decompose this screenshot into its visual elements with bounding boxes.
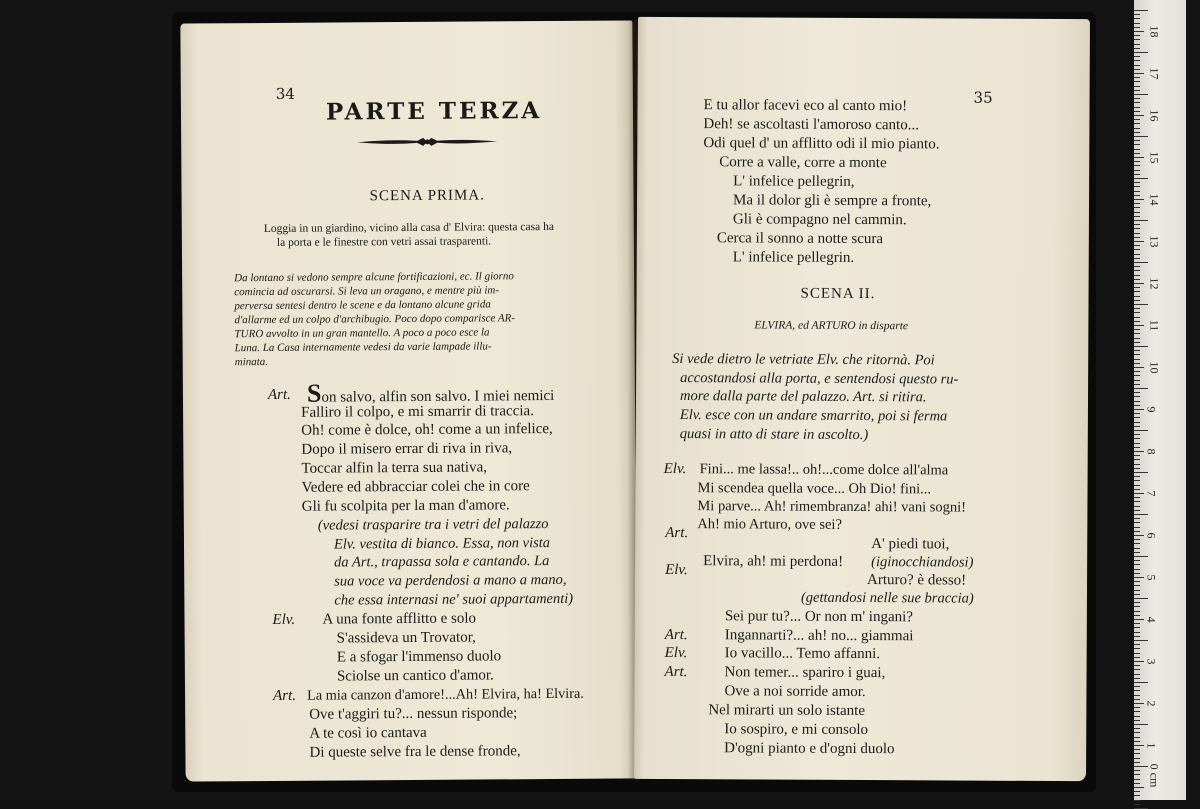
ruler-tick	[1134, 543, 1140, 544]
ruler-tick	[1134, 140, 1140, 141]
ruler-tick	[1134, 699, 1140, 700]
speaker-label: Art.	[273, 687, 297, 704]
act-title: PARTE TERZA	[325, 97, 543, 126]
ruler-tick	[1134, 430, 1148, 431]
ruler-tick	[1134, 262, 1148, 263]
ruler-tick	[1134, 245, 1140, 246]
verse-line: La mia canzon d'amore!...Ah! Elvira, ha! Elvira.	[306, 685, 584, 704]
ruler-number: 7	[1144, 490, 1159, 497]
ruler-number: 16	[1147, 109, 1162, 122]
ruler-tick	[1134, 317, 1140, 318]
ruler-tick	[1134, 132, 1140, 133]
ruler-tick	[1134, 602, 1140, 603]
ruler-tick	[1134, 497, 1140, 498]
ruler-number: 12	[1147, 277, 1162, 290]
ruler-tick	[1134, 548, 1140, 549]
ruler-tick	[1134, 359, 1140, 360]
ruler-tick	[1134, 711, 1140, 712]
ruler-tick	[1134, 737, 1140, 738]
speaker-label: Art.	[665, 524, 689, 542]
ruler-number: 2	[1144, 700, 1159, 707]
ruler-tick	[1134, 186, 1140, 187]
speaker-label: Art.	[664, 626, 688, 644]
ruler-tick	[1134, 39, 1140, 40]
ruler-tick	[1134, 90, 1140, 91]
setting-line-1: Loggia in un giardino, vicino alla casa d' Elvira: questa casa ha	[263, 220, 554, 236]
ruler-tick	[1134, 527, 1140, 528]
ruler-tick	[1134, 459, 1140, 460]
ruler-tick	[1134, 31, 1144, 32]
ruler-tick	[1134, 266, 1140, 267]
speaker-label: Elv.	[664, 644, 688, 662]
ruler-tick	[1134, 695, 1140, 696]
ruler-tick	[1134, 216, 1140, 217]
ruler-tick	[1134, 531, 1140, 532]
ruler-tick	[1134, 745, 1144, 746]
ruler-tick	[1134, 86, 1140, 87]
ruler-tick	[1134, 107, 1140, 108]
ruler-tick	[1134, 27, 1140, 28]
ruler-tick	[1134, 10, 1148, 11]
ruler-number: 14	[1147, 193, 1162, 206]
ruler-tick	[1134, 367, 1144, 368]
ruler-tick	[1134, 611, 1140, 612]
ruler-tick	[1134, 703, 1144, 704]
verse-line: Nel mirarti un solo istante	[708, 702, 866, 720]
verse-line: Falliro il colpo, e mi smarrir di traccia.	[301, 403, 534, 421]
ruler-unit-label: 0 cm	[1147, 763, 1162, 788]
ruler-tick	[1134, 77, 1140, 78]
ruler-number: 1	[1144, 742, 1159, 749]
verse-line: Ma il dolor gli è sempre a fronte,	[732, 192, 932, 210]
ruler-tick	[1134, 170, 1140, 171]
ruler-tick	[1134, 552, 1140, 553]
ruler-tick	[1134, 65, 1140, 66]
ruler-tick	[1134, 665, 1140, 666]
ruler-tick	[1134, 270, 1140, 271]
ruler-tick	[1134, 291, 1140, 292]
verse-line: Fini... me lassa!.. oh!...come dolce all'alma	[699, 461, 949, 479]
ruler-tick	[1134, 14, 1140, 15]
ruler-tick	[1134, 212, 1140, 213]
stage-direction: da Art., trapassa sola e cantando. La	[334, 553, 550, 571]
ruler-number: 5	[1144, 574, 1159, 581]
ruler-number: 10	[1147, 361, 1162, 374]
verse-line: Elvira, ah! mi perdona!	[703, 553, 844, 570]
direction-line: minata.	[234, 355, 269, 369]
ruler-tick	[1134, 228, 1140, 229]
ruler-tick	[1134, 728, 1140, 729]
ruler-tick	[1134, 648, 1140, 649]
ruler-tick	[1134, 119, 1140, 120]
ruler-tick	[1134, 102, 1140, 103]
ruler-tick	[1134, 380, 1140, 381]
ruler-number: 18	[1147, 25, 1162, 38]
ruler-tick	[1134, 762, 1140, 763]
ruler-tick	[1134, 409, 1144, 410]
ruler-tick	[1134, 594, 1140, 595]
verse-line: D'ogni pianto e d'ogni duolo	[724, 740, 895, 758]
ruler-tick	[1134, 770, 1140, 771]
ruler-tick	[1134, 640, 1148, 641]
ruler-tick	[1134, 434, 1140, 435]
ruler-tick	[1134, 233, 1140, 234]
ruler-tick	[1134, 203, 1140, 204]
ruler-tick	[1134, 207, 1140, 208]
direction-line: Luna. La Casa internamente vedesi da varie lampade illu-	[234, 340, 492, 355]
verse-line: Io sospiro, e mi consolo	[724, 721, 869, 739]
ruler-number: 13	[1147, 235, 1162, 248]
ruler-tick	[1134, 69, 1140, 70]
ruler-tick	[1134, 795, 1140, 796]
ruler-tick	[1134, 720, 1140, 721]
ruler-tick	[1134, 577, 1144, 578]
ruler-tick	[1134, 224, 1140, 225]
ruler-number: 3	[1144, 658, 1159, 665]
verse-line: Cerca il sonno a notte scura	[716, 230, 884, 248]
ruler-tick	[1134, 674, 1140, 675]
ruler-tick	[1134, 237, 1140, 238]
ruler-tick	[1134, 485, 1140, 486]
ruler-tick	[1134, 308, 1140, 309]
ruler-tick	[1134, 342, 1140, 343]
verse-line: Gli fu scolpita per la man d'amore.	[301, 497, 510, 515]
ruler-tick	[1134, 199, 1144, 200]
ruler-tick	[1134, 787, 1144, 788]
ruler-tick	[1134, 644, 1140, 645]
ruler-tick	[1134, 48, 1140, 49]
verse-line: Sei pur tu?... Or non m' ingani?	[724, 608, 913, 626]
verse-line: Vedere ed abbracciar colei che in core	[301, 478, 530, 496]
ruler-tick	[1134, 321, 1140, 322]
ruler-tick	[1134, 182, 1140, 183]
ruler-tick	[1134, 35, 1140, 36]
direction-line: perversa sentesi dentro le scene e da lontano alcune grida	[234, 298, 491, 313]
ruler-number: 8	[1144, 448, 1159, 455]
verse-line: Gli è compagno nel cammin.	[732, 211, 907, 229]
ruler-tick	[1134, 779, 1140, 780]
ruler-tick	[1134, 136, 1148, 137]
verse-line: Arturo? è desso!	[867, 572, 967, 589]
ruler-tick	[1134, 371, 1140, 372]
ruler-tick	[1134, 312, 1140, 313]
ruler-tick	[1134, 123, 1140, 124]
ruler-tick	[1134, 329, 1140, 330]
ruler-tick	[1134, 518, 1140, 519]
ruler-tick	[1134, 468, 1140, 469]
ruler-tick	[1134, 254, 1140, 255]
ruler-tick	[1134, 287, 1140, 288]
verse-line: Mi scendea quella voce... Oh Dio! fini...	[697, 480, 932, 498]
ruler-tick	[1134, 94, 1148, 95]
ruler-tick	[1134, 422, 1140, 423]
ruler-tick	[1134, 98, 1140, 99]
verse-line: Io vacillo... Temo affanni.	[724, 645, 881, 663]
ruler-tick	[1134, 346, 1148, 347]
ruler-tick	[1134, 73, 1144, 74]
ruler-tick	[1134, 275, 1140, 276]
ruler-tick	[1134, 111, 1140, 112]
ruler-tick	[1134, 443, 1140, 444]
stage-direction: che essa internasi ne' suoi appartamenti)	[334, 590, 574, 609]
ruler-tick	[1134, 195, 1140, 196]
ruler-tick	[1134, 392, 1140, 393]
ruler-tick	[1134, 401, 1140, 402]
verse-line: L' infelice pellegrin.	[732, 249, 855, 266]
ruler-tick	[1134, 783, 1140, 784]
ruler-tick	[1134, 569, 1140, 570]
stage-direction: (iginocchiandosi)	[871, 554, 974, 571]
verse-line: Dopo il misero errar di riva in riva,	[301, 440, 513, 458]
ruler-tick	[1134, 501, 1140, 502]
ruler-tick	[1134, 489, 1140, 490]
ruler-tick	[1134, 56, 1140, 57]
ruler-tick	[1134, 636, 1140, 637]
ruler-tick	[1134, 682, 1148, 683]
ruler-number: 17	[1147, 67, 1162, 80]
ruler-tick	[1134, 413, 1140, 414]
ruler-tick	[1134, 661, 1144, 662]
direction-line: accostandosi alla porta, e sentendosi questo ru-	[680, 370, 959, 388]
ruler-tick	[1134, 60, 1140, 61]
ruler-tick	[1134, 451, 1144, 452]
verse-line: Sciolse un cantico d'amor.	[336, 667, 494, 685]
ruler-number: 6	[1144, 532, 1159, 539]
ruler-tick	[1134, 338, 1140, 339]
ruler-number: 11	[1147, 319, 1162, 332]
ruler-tick	[1134, 573, 1140, 574]
ruler-tick	[1134, 657, 1140, 658]
ruler-tick	[1134, 23, 1140, 24]
ruler-tick	[1134, 354, 1140, 355]
ruler-tick	[1134, 732, 1140, 733]
verse-line: Mi parve... Ah! rimembranza! ahi! vani sogni!	[697, 498, 967, 516]
verse-line: Odi quel d' un afflitto odi il mio pianto.	[703, 135, 940, 153]
stage-direction: Elv. vestita di bianco. Essa, non vista	[333, 535, 551, 553]
verse-line: A' piedi tuoi,	[871, 536, 950, 553]
ruler-tick	[1134, 304, 1148, 305]
ruler-tick	[1134, 506, 1140, 507]
verse-line: E a sfogar l'immenso duolo	[336, 648, 502, 666]
ruler-tick	[1134, 191, 1140, 192]
ruler-tick	[1134, 115, 1144, 116]
direction-line: TURO avvolto in un gran mantello. A poco a poco esce la	[234, 326, 490, 341]
ruler-tick	[1134, 405, 1140, 406]
ruler-number: 9	[1144, 406, 1159, 413]
ruler-tick	[1134, 296, 1140, 297]
ruler-tick	[1134, 388, 1148, 389]
ruler-tick	[1134, 678, 1140, 679]
scene-title-left: SCENA PRIMA.	[369, 187, 485, 205]
speaker-label: Art.	[664, 663, 688, 681]
ruler-tick	[1134, 556, 1148, 557]
ruler-tick	[1134, 581, 1140, 582]
direction-line: Elv. esce con un andare smarrito, poi si ferma	[679, 407, 948, 425]
verse-line: L' infelice pellegrin,	[733, 173, 855, 190]
ruler-tick	[1134, 632, 1140, 633]
verse-line: Ove a noi sorride amor.	[724, 683, 866, 701]
left-page-number: 34	[275, 84, 296, 103]
verse-line: Non temer... spariro i guai,	[724, 664, 886, 682]
right-page	[634, 17, 1090, 781]
direction-line: d'allarme ed un colpo d'archibugio. Poco dopo comparisce AR-	[234, 312, 516, 327]
ruler-number: 4	[1144, 616, 1159, 623]
ruler-tick	[1134, 522, 1140, 523]
ruler-tick	[1134, 758, 1140, 759]
stage-direction: (gettandosi nelle sue braccia)	[800, 589, 974, 607]
ruler-tick	[1134, 480, 1140, 481]
ruler-tick	[1134, 476, 1140, 477]
ruler-tick	[1134, 619, 1144, 620]
ruler-tick	[1134, 791, 1140, 792]
direction-line: Da lontano si vedono sempre alcune fortificazioni, ec. Il giorno	[234, 270, 514, 285]
ruler-tick	[1134, 18, 1140, 19]
ruler-tick	[1134, 384, 1140, 385]
drop-cap: S	[306, 378, 322, 408]
verse-line: Ingannarti?... ah! no... giammai	[724, 627, 914, 645]
stage-direction: sua voce va perdendosi a mano a mano,	[334, 571, 567, 590]
ruler-tick	[1134, 258, 1140, 259]
verse-line: Oh! come è dolce, oh! come a un infelice,	[301, 420, 553, 439]
ruler-tick	[1134, 707, 1140, 708]
ruler-tick	[1134, 300, 1140, 301]
stage-direction: (vedesi trasparire tra i vetri del palazzo	[317, 516, 549, 534]
ruler-tick	[1134, 350, 1140, 351]
ruler-tick	[1134, 455, 1140, 456]
ruler-tick	[1134, 514, 1148, 515]
ruler-tick	[1134, 653, 1140, 654]
ruler-tick	[1134, 627, 1140, 628]
ruler-tick	[1134, 417, 1140, 418]
ruler-tick	[1134, 669, 1140, 670]
verse-line: Toccar alfin la terra sua nativa,	[301, 459, 488, 477]
speaker-label: Elv.	[272, 611, 296, 628]
ruler-tick	[1134, 690, 1140, 691]
ruler-tick	[1134, 283, 1144, 284]
ruler-tick	[1134, 774, 1140, 775]
ruler-tick	[1134, 178, 1148, 179]
ruler-tick	[1134, 564, 1140, 565]
ruler-tick	[1134, 464, 1140, 465]
ruler-tick	[1134, 375, 1140, 376]
direction-line: comincia ad oscurarsi. Si leva un oragano, e mentre più im-	[234, 284, 500, 299]
ruler-tick	[1134, 749, 1140, 750]
left-page	[180, 20, 637, 781]
ruler-tick	[1134, 249, 1140, 250]
ruler-tick	[1134, 157, 1144, 158]
ruler-tick	[1134, 325, 1144, 326]
ruler-tick	[1134, 510, 1140, 511]
verse-line: A te così io cantava	[309, 724, 427, 742]
ruler-tick	[1134, 396, 1140, 397]
ruler-tick	[1134, 539, 1140, 540]
ruler-tick	[1134, 241, 1144, 242]
ruler-tick	[1134, 753, 1140, 754]
ruler-tick	[1134, 165, 1140, 166]
ruler-tick	[1134, 149, 1140, 150]
verse-line: Ove t'aggiri tu?... nessun risponde;	[309, 705, 518, 723]
verse-line: Son salvo, alfin son salvo. I miei nemici	[306, 378, 555, 408]
ruler-tick	[1134, 153, 1140, 154]
ruler-tick	[1134, 220, 1148, 221]
ruler-tick	[1134, 144, 1140, 145]
ruler-tick	[1134, 590, 1140, 591]
speaker-label: Art.	[267, 386, 291, 403]
ruler-tick	[1134, 174, 1140, 175]
ruler-tick	[1134, 161, 1140, 162]
ruler-tick	[1134, 716, 1140, 717]
ruler-tick	[1134, 81, 1140, 82]
ruler-tick	[1134, 724, 1148, 725]
ruler-tick	[1134, 560, 1140, 561]
ruler-number: 15	[1147, 151, 1162, 164]
verse-line: Corre a valle, corre a monte	[719, 154, 887, 172]
measuring-ruler	[1134, 0, 1186, 800]
ruler-tick	[1134, 606, 1140, 607]
ruler-tick	[1134, 623, 1140, 624]
verse-line: A una fonte afflitto e solo	[322, 610, 477, 628]
ruler-tick	[1134, 535, 1144, 536]
ruler-tick	[1134, 333, 1140, 334]
ruler-tick	[1134, 447, 1140, 448]
ruler-tick	[1134, 615, 1140, 616]
ruler-tick	[1134, 52, 1148, 53]
ruler-tick	[1134, 804, 1140, 805]
ruler-tick	[1134, 493, 1144, 494]
ruler-tick	[1134, 363, 1140, 364]
direction-line: Si vede dietro le vetriate Elv. che ritornà. Poi	[672, 351, 935, 369]
verse-line: Di queste selve fra le dense fronde,	[309, 743, 521, 761]
direction-line: quasi in atto di stare in ascolto.)	[679, 426, 869, 444]
direction-line: more dalla parte del palazzo. Art. si ritira.	[679, 388, 927, 406]
ruler-tick	[1134, 438, 1140, 439]
ornament-divider-icon	[357, 135, 497, 148]
verse-line: S'assideva un Trovator,	[336, 629, 476, 647]
scene-characters: ELVIRA, ed ARTURO in disparte	[754, 319, 909, 333]
ruler-tick	[1134, 741, 1140, 742]
verse-line: Ah! mio Arturo, ove sei?	[697, 516, 842, 533]
verse-line: E tu allor facevi eco al canto mio!	[703, 97, 908, 115]
verse-line: Deh! se ascoltasti l'amoroso canto...	[703, 116, 920, 134]
right-page-number: 35	[973, 88, 993, 107]
speaker-label: Elv.	[665, 561, 688, 579]
ruler-tick	[1134, 279, 1140, 280]
ruler-tick	[1134, 598, 1148, 599]
ruler-tick	[1134, 128, 1140, 129]
ruler-tick	[1134, 585, 1140, 586]
setting-line-2: la porta e le finestre con vetri assai trasparenti.	[276, 235, 492, 249]
ruler-tick	[1134, 472, 1148, 473]
ruler-tick	[1134, 686, 1140, 687]
ruler-tick	[1134, 44, 1140, 45]
speaker-label: Elv.	[663, 460, 687, 478]
scene-title-right: SCENA II.	[800, 285, 876, 303]
ruler-tick	[1134, 426, 1140, 427]
